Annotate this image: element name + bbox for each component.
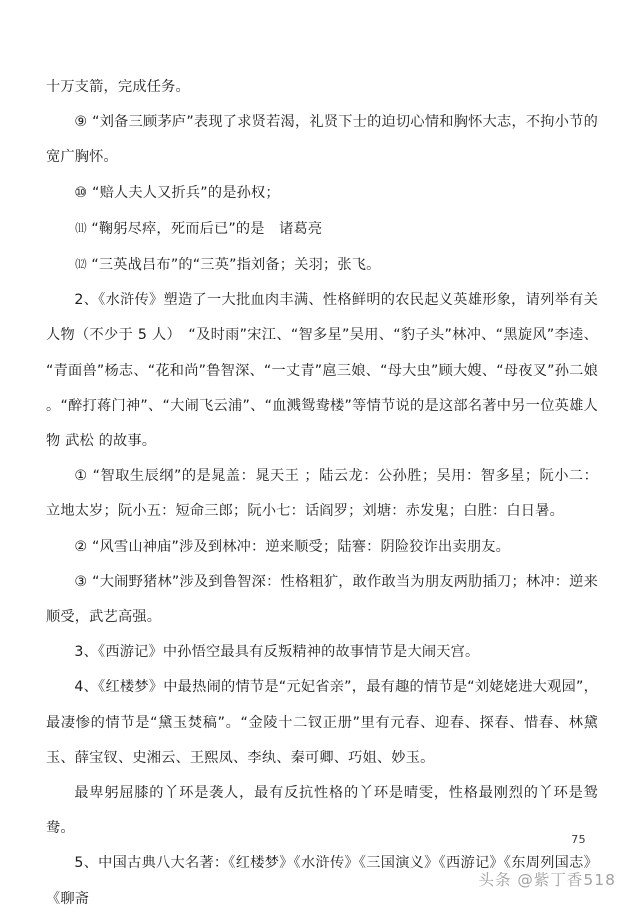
question-3-number: 3、 <box>74 644 99 661</box>
list-marker-11: ⑾ <box>75 220 87 235</box>
sub-marker-2: ② <box>74 538 88 555</box>
question-4-text: 《红楼梦》中最热闹的情节是“元妃省亲”，最有趣的情节是“刘姥姥进大观园”，最凄惨的情节是“黛玉焚稿”。“金陵十二钗正册”里有元春、迎春、探春、惜春、林黛玉、薛宝钗、史湘云、王熙凤、李纨、秦可卿、巧姐、妙玉。 <box>46 679 598 766</box>
list-item-12-text: “三英战吕布”的“三英”指刘备；关羽；张飞。 <box>91 257 381 274</box>
question-2 <box>46 283 598 459</box>
sub-item-2 <box>46 530 598 565</box>
question-3 <box>46 635 598 670</box>
list-item-12 <box>46 247 598 283</box>
question-4-number: 4、 <box>74 679 99 696</box>
question-3-text: 《西游记》中孙悟空最具有反叛精神的故事情节是大闹天宫。 <box>98 644 480 661</box>
sub-item-2-text: “风雪山神庙”涉及到林冲：逆来顺受；陆謇：阴险狡诈出卖朋友。 <box>92 538 510 555</box>
sub-marker-3: ③ <box>74 573 88 590</box>
question-4 <box>46 670 598 776</box>
list-item-9 <box>46 105 598 175</box>
list-marker-10: ⑩ <box>74 184 88 201</box>
question-5-number: 5、 <box>74 855 99 872</box>
sub-item-3 <box>46 565 598 635</box>
paragraph-continued: 十万支箭，完成任务。 <box>46 79 190 95</box>
question-2-number: 2、 <box>74 292 99 309</box>
list-item-10 <box>46 176 598 211</box>
watermark: 头条 @紫丁香518 <box>478 871 616 889</box>
sub-item-1 <box>46 459 598 529</box>
sub-item-3-text: “大闹野猪林”涉及到鲁智深：性格粗犷，敢作敢当为朋友两肋插刀；林冲：逆来顺受，武艺高强。 <box>46 573 598 626</box>
sub-item-1-text: “智取生辰纲”的是晁盖：晁天王 ；陆云龙：公孙胜；吴用：智多星；阮小二：立地太岁；阮小五：短命三郎；阮小七：话阎罗；刘塘：赤发鬼；白胜：白日暑。 <box>46 468 599 520</box>
question-5-text: 中国古典八大名著：《红楼梦》《水浒传》《三国演义》《西游记》《东周列国志》《聊斋 <box>46 855 598 907</box>
page-number: 75 <box>571 833 586 846</box>
list-item-11 <box>46 211 598 247</box>
list-item-11-text: “鞠躬尽瘁，死而后已”的是 诸葛亮 <box>91 220 323 237</box>
sub-marker-1: ① <box>74 468 88 485</box>
list-item-10-text: “赔人夫人又折兵”的是孙权； <box>92 184 280 201</box>
question-4-note: 最卑躬屈膝的丫环是袭人，最有反抗性格的丫环是晴雯，性格最刚烈的丫环是鸳鸯。 <box>46 785 598 837</box>
list-marker-12: ⑿ <box>75 257 87 272</box>
document-body <box>46 70 598 917</box>
list-item-9-text: “刘备三顾茅庐”表现了求贤若渴，礼贤下士的迫切心情和胸怀大志，不拘小节的宽广胸怀。 <box>46 114 598 166</box>
list-marker-9: ⑨ <box>74 114 88 131</box>
question-2-text: 《水浒传》塑造了一大批血肉丰满、性格鲜明的农民起义英雄形象，请列举有关人物（不少于 5 人） “及时雨”宋江、“智多星”吴用、“豹子头”林冲、“黑旋风”李逵、“青面兽”杨志、“花和尚”鲁智深、“一丈青”扈三娘、“母大虫”顾大嫂、“母夜叉”孙二娘 。“醉打蒋门神”、“大闹飞云浦”、“血溅鸳鸯楼”等情节说的是这部名著中另一位英雄人物 武松 的故事。 <box>46 292 598 450</box>
